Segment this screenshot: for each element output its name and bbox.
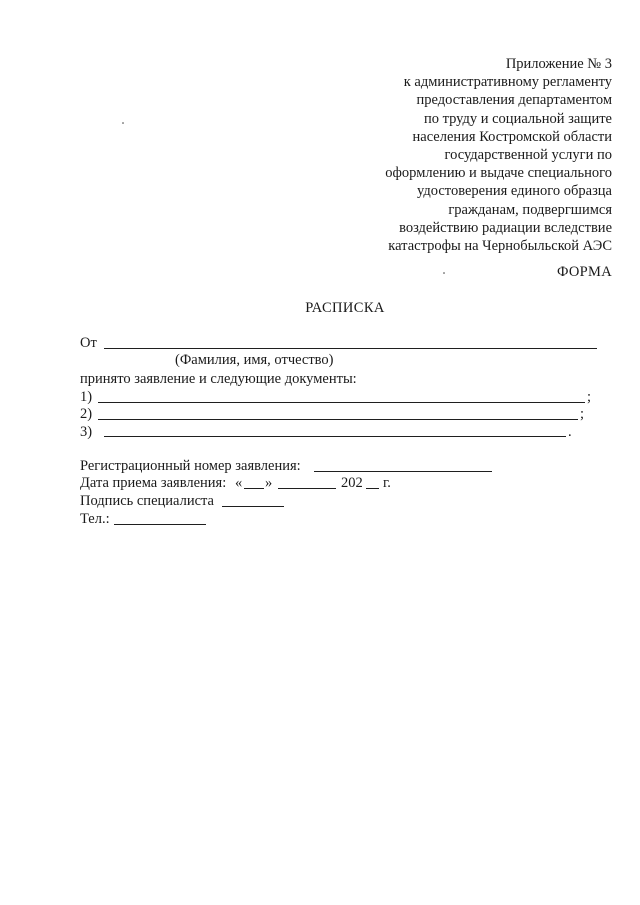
- document-number: 2): [80, 406, 93, 422]
- date-day-close: »: [265, 475, 273, 491]
- appendix-header: [312, 55, 612, 255]
- signature-field[interactable]: [222, 506, 284, 507]
- document-number: 1): [80, 389, 93, 405]
- appendix-line: катастрофы на Чернобыльской АЭС: [388, 238, 612, 255]
- document-number: 3): [80, 424, 93, 440]
- from-hint: (Фамилия, имя, отчество): [175, 352, 334, 368]
- document-field-1[interactable]: [98, 402, 585, 403]
- registration-number-field[interactable]: [314, 471, 492, 472]
- document-field-2[interactable]: [98, 419, 578, 420]
- phone-field[interactable]: [114, 524, 206, 525]
- signature-label: Подпись специалиста: [80, 493, 214, 509]
- appendix-line: удостоверения единого образца: [417, 183, 612, 200]
- form-mark: ФОРМА: [556, 264, 612, 280]
- from-name-field[interactable]: [104, 348, 597, 349]
- date-day-field[interactable]: [244, 488, 264, 489]
- document-field-3[interactable]: [104, 436, 566, 437]
- date-month-field[interactable]: [278, 488, 336, 489]
- appendix-line: Приложение № 3: [505, 56, 612, 72]
- document-end-mark: ;: [587, 389, 592, 405]
- phone-label: Тел.:: [80, 511, 110, 527]
- from-label: От: [80, 335, 97, 351]
- registration-label: Регистрационный номер заявления:: [80, 458, 301, 474]
- date-label: Дата приема заявления:: [80, 475, 227, 491]
- appendix-line: гражданам, подвергшимся: [448, 201, 612, 218]
- document-end-mark: ;: [580, 406, 585, 422]
- document-title: РАСПИСКА: [305, 300, 385, 316]
- date-year-prefix: 202: [341, 475, 363, 491]
- appendix-line: оформлению и выдаче специального: [385, 165, 612, 182]
- scan-speck: [122, 122, 124, 124]
- appendix-line: к административному регламенту: [403, 74, 612, 91]
- date-year-suffix: г.: [383, 475, 391, 491]
- accepted-text: принято заявление и следующие документы:: [80, 371, 357, 387]
- document-end-mark: .: [568, 424, 572, 440]
- scan-speck: [443, 272, 445, 274]
- appendix-line: предоставления департаментом: [416, 92, 612, 109]
- appendix-line: государственной услуги по: [444, 147, 612, 164]
- appendix-line: населения Костромской области: [412, 128, 612, 145]
- date-day-open: «: [235, 475, 243, 491]
- appendix-line: воздействию радиации вследствие: [399, 219, 612, 236]
- date-year-field[interactable]: [366, 488, 379, 489]
- appendix-line: по труду и социальной защите: [423, 110, 612, 127]
